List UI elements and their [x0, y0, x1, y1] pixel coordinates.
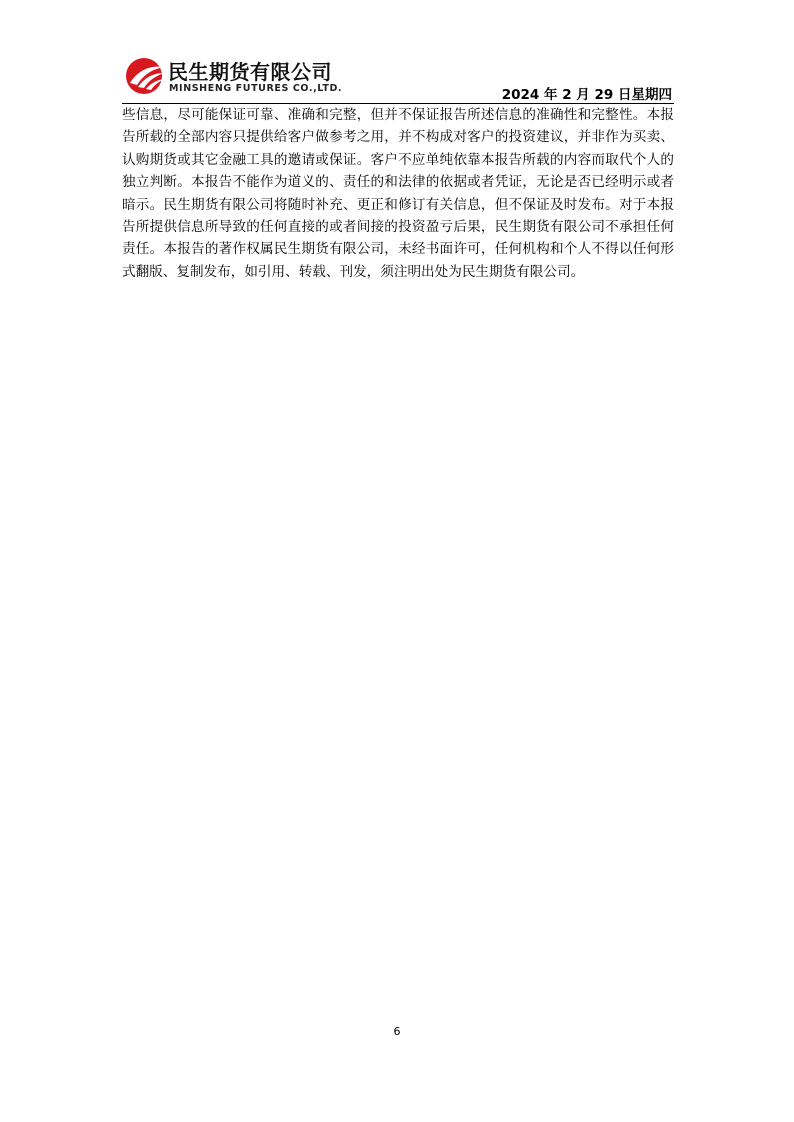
company-name-cn: 民生期货有限公司 [168, 60, 332, 84]
page-number: 6 [393, 1025, 401, 1038]
disclaimer-paragraph: 些信息，尽可能保证可靠、准确和完整，但并不保证报告所述信息的准确性和完整性。本报告所载的全部内容只提供给客户做参考之用，并不构成对客户的投资建议，并非作为买卖、认购期货或其它金融工具的邀请或保证。客户不应单纯依靠本报告所载的内容而取代个人的独立判断。本报告不能作为道义的、责任的和法律的依据或者凭证，无论是否已经明示或者暗示。民生期货有限公司将随时补充、更正和修订有关信息，但不保证及时发布。对于本报告所提供信息所导致的任何直接的或者间接的投资盈亏后果，民生期货有限公司不承担任何责任。本报告的著作权属民生期货有限公司，未经书面许可，任何机构和个人不得以任何形式翻版、复制发布，如引用、转载、刊发，须注明出处为民生期货有限公司。 [122, 107, 674, 280]
company-name-en: MINSHENG FUTURES CO.,LTD. [169, 83, 343, 94]
report-date: 2024 年 2 月 29 日星期四 [501, 87, 672, 103]
page-header [122, 54, 674, 106]
company-logo-mark-icon [124, 56, 166, 96]
company-logo [122, 54, 362, 100]
